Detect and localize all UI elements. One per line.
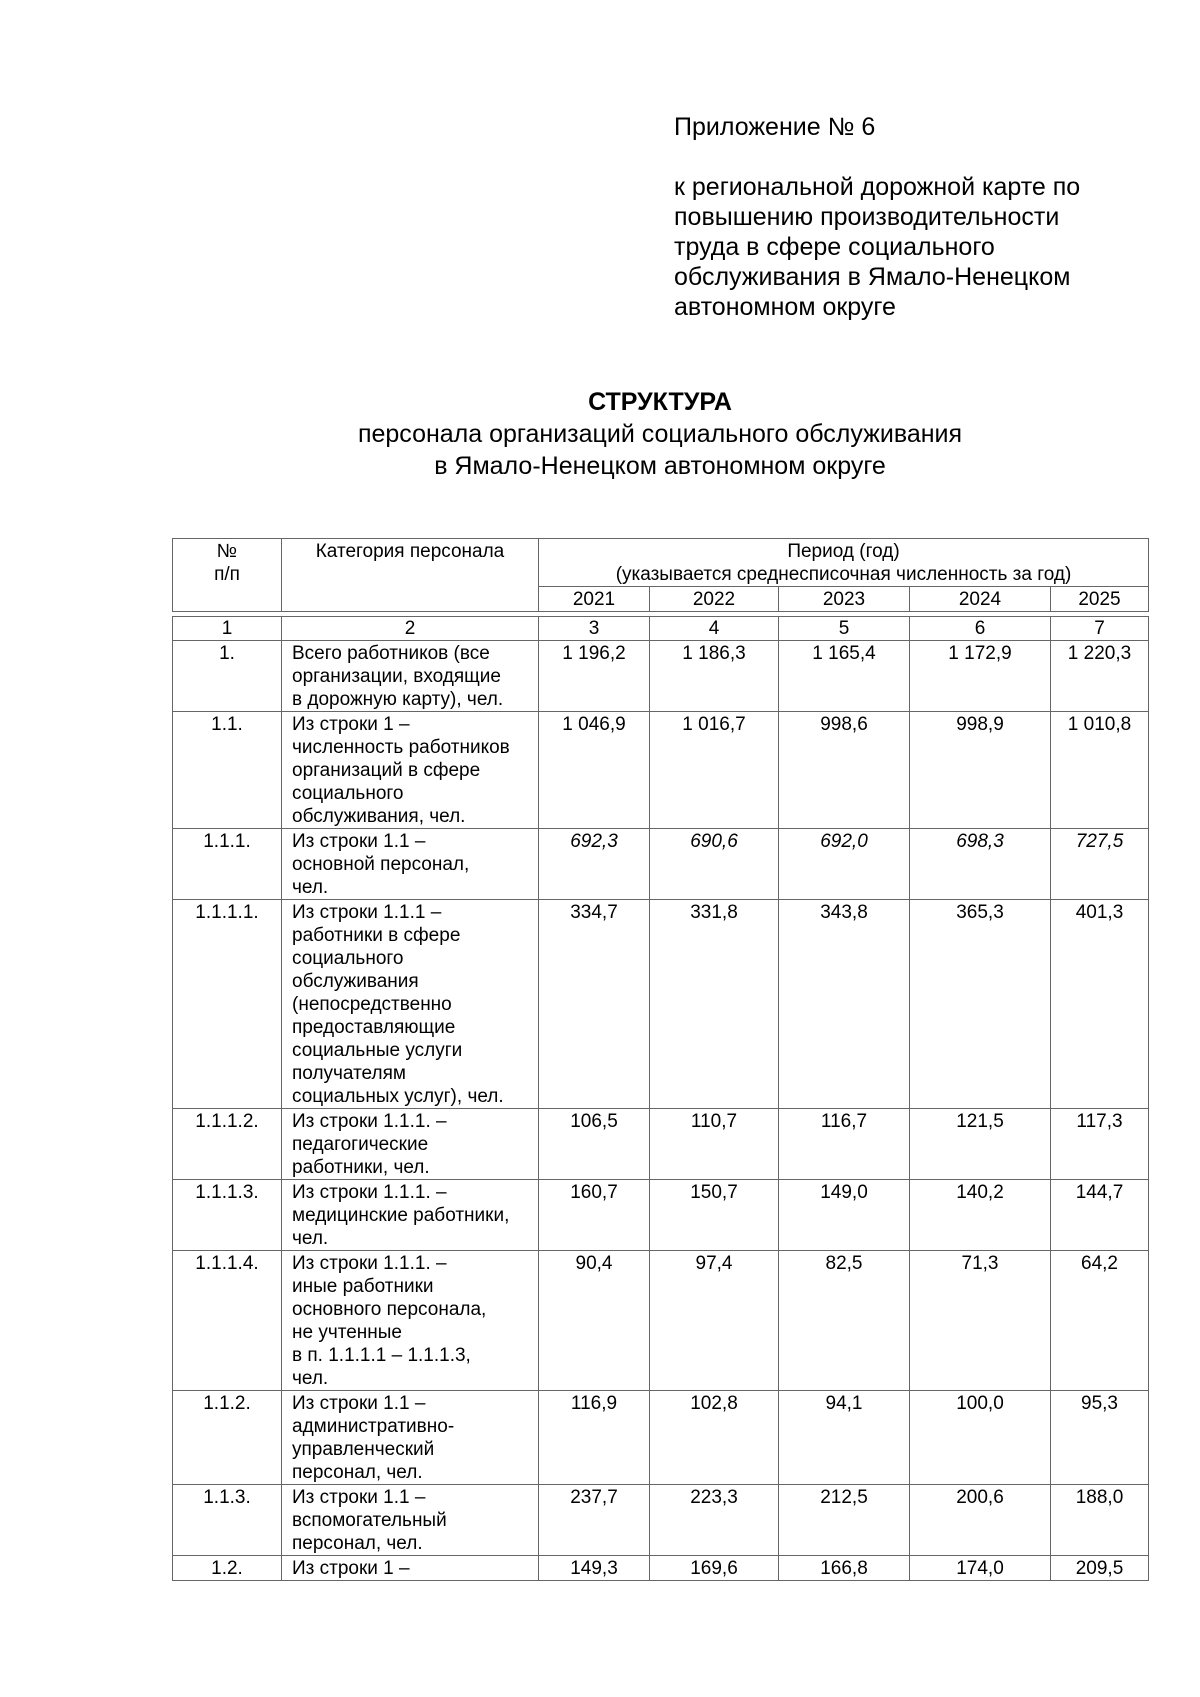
row-value-2025: 64,2 (1051, 1251, 1149, 1391)
row-value-2024: 121,5 (910, 1109, 1051, 1180)
row-value-2023: 212,5 (779, 1485, 910, 1556)
row-category: Из строки 1.1 – вспомогательный персонал, чел. (282, 1485, 539, 1556)
row-value-2025: 117,3 (1051, 1109, 1149, 1180)
row-value-2024: 100,0 (910, 1391, 1051, 1485)
row-value-2022: 169,6 (650, 1556, 779, 1581)
table-row (173, 900, 1149, 1109)
appendix-subtitle-line: повышению производительности (674, 203, 1060, 231)
row-value-2023: 94,1 (779, 1391, 910, 1485)
row-value-2023: 343,8 (779, 900, 910, 1109)
row-value-2023: 149,0 (779, 1180, 910, 1251)
row-value-2021: 116,9 (539, 1391, 650, 1485)
header-period: Период (год) (указывается среднесписочная численность за год) (539, 539, 1149, 587)
row-value-2025: 401,3 (1051, 900, 1149, 1109)
title-main: СТРУКТУРА (588, 388, 732, 416)
row-value-2023: 82,5 (779, 1251, 910, 1391)
row-category: Из строки 1.1.1. – иные работники основного персонала, не учтенные в п. 1.1.1.1 – 1.1.1.3, чел. (282, 1251, 539, 1391)
row-value-2025: 1 220,3 (1051, 641, 1149, 712)
row-value-2024: 998,9 (910, 712, 1051, 829)
column-number: 3 (539, 617, 650, 641)
column-number: 4 (650, 617, 779, 641)
row-value-2022: 1 186,3 (650, 641, 779, 712)
row-value-2025: 95,3 (1051, 1391, 1149, 1485)
row-value-2022: 150,7 (650, 1180, 779, 1251)
table-row (173, 1251, 1149, 1391)
row-value-2024: 174,0 (910, 1556, 1051, 1581)
header-row (173, 539, 1149, 587)
row-value-2025: 727,5 (1051, 829, 1149, 900)
appendix-subtitle-line: труда в сфере социального (674, 233, 995, 261)
row-value-2024: 698,3 (910, 829, 1051, 900)
row-number: 1.1.1.2. (173, 1109, 282, 1180)
column-number: 2 (282, 617, 539, 641)
row-value-2024: 71,3 (910, 1251, 1051, 1391)
table-row (173, 641, 1149, 712)
table-row (173, 1109, 1149, 1180)
row-value-2024: 1 172,9 (910, 641, 1051, 712)
table-row (173, 712, 1149, 829)
row-value-2024: 200,6 (910, 1485, 1051, 1556)
row-value-2024: 140,2 (910, 1180, 1051, 1251)
row-value-2022: 102,8 (650, 1391, 779, 1485)
appendix-subtitle-line: обслуживания в Ямало-Ненецком (674, 263, 1071, 291)
column-number: 7 (1051, 617, 1149, 641)
row-value-2025: 1 010,8 (1051, 712, 1149, 829)
row-value-2021: 692,3 (539, 829, 650, 900)
row-value-2023: 998,6 (779, 712, 910, 829)
row-value-2021: 90,4 (539, 1251, 650, 1391)
row-number: 1.1.1.1. (173, 900, 282, 1109)
table-row (173, 1391, 1149, 1485)
row-value-2025: 188,0 (1051, 1485, 1149, 1556)
row-value-2021: 106,5 (539, 1109, 650, 1180)
row-value-2021: 334,7 (539, 900, 650, 1109)
row-value-2022: 97,4 (650, 1251, 779, 1391)
row-value-2023: 692,0 (779, 829, 910, 900)
row-number: 1.1.2. (173, 1391, 282, 1485)
row-value-2025: 209,5 (1051, 1556, 1149, 1581)
row-category: Из строки 1.1 – административно- управленческий персонал, чел. (282, 1391, 539, 1485)
row-number: 1.1.1.3. (173, 1180, 282, 1251)
header-year: 2023 (779, 587, 910, 612)
row-value-2021: 237,7 (539, 1485, 650, 1556)
personnel-structure-table (172, 538, 1149, 1581)
row-number: 1.1.1. (173, 829, 282, 900)
appendix-subtitle-line: автономном округе (674, 293, 896, 321)
row-category: Из строки 1.1.1 – работники в сфере социального обслуживания (непосредственно предоставляющие социальные услуги получателям социальных услуг), чел. (282, 900, 539, 1109)
row-category: Из строки 1 – (282, 1556, 539, 1581)
appendix-block (674, 112, 1134, 322)
row-value-2025: 144,7 (1051, 1180, 1149, 1251)
row-number: 1.2. (173, 1556, 282, 1581)
table-row (173, 1180, 1149, 1251)
row-value-2022: 110,7 (650, 1109, 779, 1180)
row-value-2023: 166,8 (779, 1556, 910, 1581)
row-value-2024: 365,3 (910, 900, 1051, 1109)
document-title (160, 386, 1160, 482)
row-category: Из строки 1.1 – основной персонал, чел. (282, 829, 539, 900)
row-number: 1. (173, 641, 282, 712)
header-year: 2024 (910, 587, 1051, 612)
header-num: № п/п (173, 539, 282, 612)
row-value-2023: 1 165,4 (779, 641, 910, 712)
row-category: Из строки 1.1.1. – медицинские работники, чел. (282, 1180, 539, 1251)
header-year: 2025 (1051, 587, 1149, 612)
row-number: 1.1.3. (173, 1485, 282, 1556)
table-row (173, 1485, 1149, 1556)
row-value-2021: 1 196,2 (539, 641, 650, 712)
row-value-2021: 1 046,9 (539, 712, 650, 829)
row-category: Из строки 1 – численность работников организаций в сфере социального обслуживания, чел. (282, 712, 539, 829)
column-number: 1 (173, 617, 282, 641)
row-number: 1.1.1.4. (173, 1251, 282, 1391)
row-value-2021: 149,3 (539, 1556, 650, 1581)
header-category: Категория персонала (282, 539, 539, 612)
appendix-subtitle (674, 172, 1134, 322)
title-line-3: в Ямало-Ненецком автономном округе (434, 452, 886, 480)
row-category: Из строки 1.1.1. – педагогические работники, чел. (282, 1109, 539, 1180)
column-number: 6 (910, 617, 1051, 641)
appendix-subtitle-line: к региональной дорожной карте по (674, 173, 1081, 201)
header-year: 2021 (539, 587, 650, 612)
row-category: Всего работников (все организации, входящие в дорожную карту), чел. (282, 641, 539, 712)
row-value-2022: 331,8 (650, 900, 779, 1109)
row-value-2022: 1 016,7 (650, 712, 779, 829)
table-row (173, 829, 1149, 900)
row-value-2021: 160,7 (539, 1180, 650, 1251)
appendix-number: Приложение № 6 (674, 113, 876, 141)
header-year: 2022 (650, 587, 779, 612)
table-row (173, 1556, 1149, 1581)
column-number: 5 (779, 617, 910, 641)
row-value-2022: 223,3 (650, 1485, 779, 1556)
row-value-2022: 690,6 (650, 829, 779, 900)
row-number: 1.1. (173, 712, 282, 829)
title-line-2: персонала организаций социального обслуживания (357, 420, 963, 448)
row-value-2023: 116,7 (779, 1109, 910, 1180)
column-numbers-row (173, 617, 1149, 641)
